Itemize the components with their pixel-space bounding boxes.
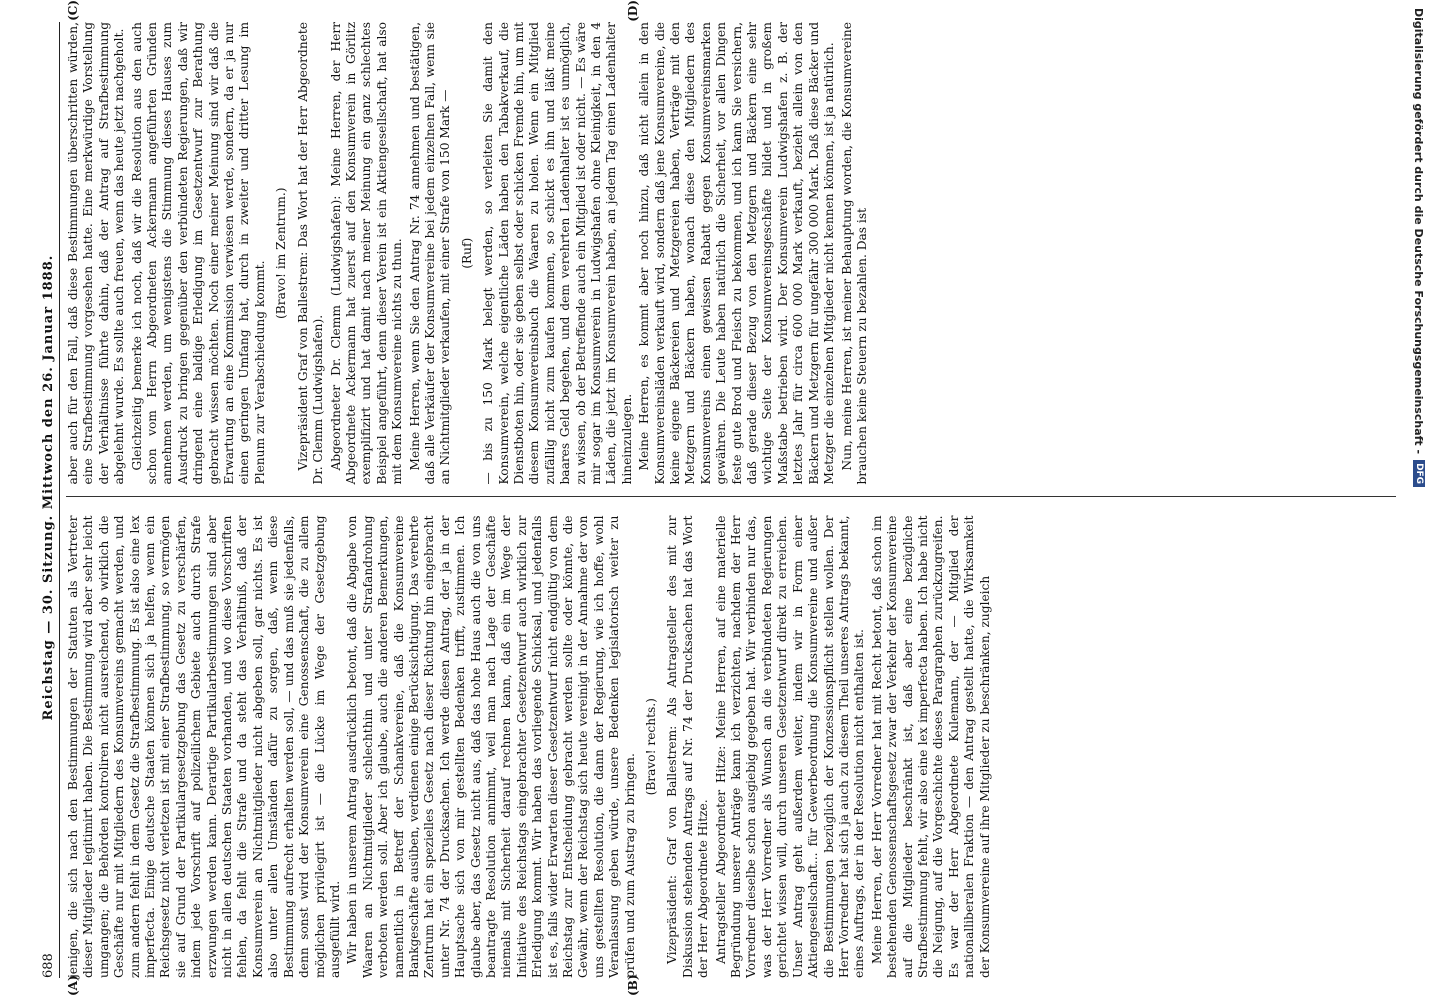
interjection-note: (Ruf) [459,237,474,269]
left-paragraph-4: Antragsteller Abgeordneter Hitze: Meine Herren, auf eine materielle Begründung unserer Anträge kann ich verzichten, nachdem der Herr Vorredner dieselbe schon ausgiebig gegeben hat. Wir verbinden nur das, was der Herr Vorredner als Wunsch an die verbündeten Regierungen gerichtet wissen will, durch unseren Gesetzentwurf direkt zu erreichen. Unser Antrag geht außerdem weiter, indem wir in Form einer Aktiengesellschaft... für Gewerbeordnung die Konsumvereine und außer die Bestimmungen bezüglich der Konzessionspflicht stellen wollen. Der Herr Vorredner hat sich ja auch zu diesem Theil unseres Antrags bekannt, eines Auftrags, der in der Resolution nicht enthalten ist. [713,515,867,978]
page-title: Reichstag — 30. Sitzung. Mittwoch den 26. Januar 1888. [41,254,56,721]
margin-marker-c: (C) [66,0,80,21]
right-paragraph-5: Meine Herren, wenn Sie den Antrag Nr. 74 annehmen und bestätigen, daß alle Verkäufer der Konsumvereine bei jedem einzelnen Fall, wenn sie an Nichtmitglieder verkaufen, mit einer Strafe von 150 Mark — [407,22,453,485]
page-number: 688 [41,953,56,978]
applause-note-2: (Bravo! im Zentrum.) [274,187,289,319]
text-columns [66,0,1396,996]
right-paragraph-3: Vizepräsident Graf von Ballestrem: Das Wort hat der Herr Abgeordnete Dr. Clemm (Ludwigshafen). [295,22,326,485]
right-paragraph-2: Gleichzeitig bemerke ich noch, daß wir die Resolution aus den auch schon vom Herrn Abgeordneten Ackermann angeführten Gründen annehmen werden, um wenigstens die Stimmung dieses Hauses zum Ausdruck zu bringen gegenüber den verbündeten Regierungen, daß wir dringend eine baldige Erledigung im Gesetzentwurf zur Berathung gebracht wissen möchten. Noch einer meiner Meinung sind wir daß die Erwartung an eine Kommission verwiesen werde, sondern, da er ja nur einen geringen Umfang hat, durch in zweiter und dritter Lesung im Plenum zur Verabschiedung kommt. [129,22,267,485]
left-column [66,515,1396,996]
dfg-logo: DFG [1413,460,1425,487]
margin-marker-a: (A) [66,975,80,996]
right-column [66,0,1396,498]
document-body [27,0,1427,1000]
margin-marker-d: (D) [626,0,640,22]
left-paragraph-2: Wir haben in unserem Antrag ausdrücklich betont, daß die Abgabe von Waaren an Nichtmitglieder schlechthin und unter Strafandrohung verboten werden soll. Aber ich glaube, auch die anderen Bemerkungen, namentlich in Betreff der Schankvereine, daß die Konsumvereine Bankgeschäfte ausüben, verdienen einige Berücksichtigung. Das verehrte Zentrum hat ein spezielles Gesetz nach dieser Richtung hin eingebracht unter Nr. 74 der Drucksachen. Ich werde diesen Antrag, der ja in der Hauptsache sich von mir gestellten Bedenken trifft, zustimmen. Ich glaube aber, das Gesetz nicht aus, daß das hohe Haus auch die von uns beantragte Resolution annimmt, weil man nach Lage der Geschäfte niemals mit Sicherheit darauf rechnen kann, daß ein im Wege der Initiative des Reichstags eingebrachter Gesetzentwurf auch wirklich zur Erledigung kommt. Wir haben das vorliegende Schicksal, und jedenfalls ist es, falls wider Erwarten dieser Gesetzentwurf nicht endgültig von dem Reichstag zur Entscheidung gebracht werden sollte oder könnte, die Gewähr, wenn der Reichstag sich heute vereinigt in der Annahme der von uns gestellten Resolution, die dann der Regierung, wie ich hoffe, wohl Veranlassung geben würde, unsere Bedenken legislatorisch weiter zu prüfen und zum Austrag zu bringen. [345,515,637,978]
page-header [41,22,60,978]
right-paragraph-4: Abgeordneter Dr. Clemm (Ludwigshafen): Meine Herren, der Herr Abgeordnete Ackermann hat zuerst auf den Konsumverein in Görlitz exemplifizirt und hat damit nach meiner Meinung ein ganz schlechtes Beispiel angeführt, denn dieser Verein ist ein Aktiengesellschaft, hat also mit dem Konsumvereine nichts zu thun. [328,22,405,485]
left-paragraph-3: Vizepräsident: Graf von Ballestrem: Als Antragsteller des mit zur Diskussion stehenden Antrags auf Nr. 74 der Drucksachen hat das Wort der Herr Abgeordnete Hitze. [665,515,711,978]
right-paragraph-7: Meine Herren, es kommt aber noch hinzu, daß nicht allein in den Konsumvereinsläden verkauft wird, sondern daß jene Konsumvereine, die keine eigene Bäckereien und Metzgereien haben, Verträge mit den Metzgern und Bäckern haben, wonach diese den Mitgliedern des Konsumvereins einen gewissen Rabatt gegen Konsumvereinsmarken gewähren. Die Leute haben natürlich die Sicherheit, vor allen Dingen feste gute Brod und Fleisch zu bekommen, und ich kann Sie versichern, daß gerade dieser Bezug von den Metzgern und Bäckern eine sehr wichtige Seite der Konsumvereinsgeschäfte bildet und in großem Maßstabe betrieben wird. Der Konsumverein Ludwigshafen z. B. der letztes Jahr für circa 600 000 Mark verkauft, bezieht allein von den Bäckern und Metzgern für ungefähr 300 000 Mark. Daß diese Bäcker und Metzger die einzelnen Mitglieder nicht kennen können, ist ja natürlich. [637,22,837,485]
right-paragraph-8: Nun, meine Herren, ist meiner Behauptung worden, die Konsumvereine brauchen keine Steuern zu bezahlen. Das ist [839,22,869,485]
right-paragraph-6: — bis zu 150 Mark belegt werden, so verleiten Sie damit den Konsumverein, welche eigentliche Läden haben den Tabakverkauf, die Dienstboten hin, oder sie geben selbst oder schicken Fremde hin, um mit diesem Konsumvereinsbuch die Waaren zu holen. Wenn ein Mitglied zufällig nicht zum kaufen kommen, so schickt es ihn und läßt meine baares Geld begehen, und dem verehrten Ladenhalter ist es unmöglich, zu wissen, ob der Betreffende auch ein Mitglied ist oder nicht. — Es wäre mir sogar im Konsumverein in Ludwigshafen ohne Kleinigkeit, in den 4 Läden, die jetzt im Konsumverein haben, an jedem Tag einen Ladenhalter hineinzulegen. [481,22,634,485]
left-paragraph-1: jenigen, die sich nach den Bestimmungen der Statuten als Vertreter dieser Mitglieder legitimirt haben. Die Bestimmung wird aber sehr leicht umgangen; die Behörden kontroliren nicht ausreichend, ob wirklich die Geschäfte nur mit Mitgliedern des Konsumvereins gemacht werden, und zum andern fehlt in dem Gesetz die Strafbestimmung. Es ist also eine lex imperfecta. Einige deutsche Staaten können sich ja helfen, wenn ein Reichsgesetz nicht verletzen ist mit einer Strafbestimmung, so vermögen sie auf Grund der Partikulargesetzgebung das Gesetz zu verschärfen, indem jede Vorschrift auf polizeilichem Gebiete auch durch Strafe erzwungen werden kann. Derartige Partikularbestimmungen sind aber nicht in allen deutschen Staaten vorhanden, und wo diese Vorschriften fehlen, da fehlt die Strafe und da steht das Verhältniß, daß der Konsumverein an Nichtmitglieder nicht abgeben soll, gar nichts. Es ist also unter allen Umständen dafür zu sorgen, daß, wenn diese Bestimmung aufrecht erhalten werden soll, — und das muß sie jedenfalls, denn sonst wird der Konsumverein eine Genossenschaft, die zu allem möglichen privilegirt ist — die Lücke im Wege der Gesetzgebung ausgefüllt wird. [66,515,342,978]
right-paragraph-1: aber auch für den Fall, daß diese Bestimmungen überschritten würden, eine Strafbestimmung vorgesehen hatte. Eine merkwürdige Vorstellung der Verhältnisse führte dahin, daß der Antrag auf Strafbestimmung abgelehnt wurde. Es sollte auch freuen, wenn das heute jetzt nachgeholt. [66,22,127,485]
credit-text: Digitalisierung gefördert durch die Deutsche Forschungsgemeinschaft - [1412,8,1426,455]
left-paragraph-5: Meine Herren, der Herr Vorredner hat mit Recht betont, daß schon im bestehenden Genossenschaftsgesetz zwar der Verkehr der Konsumvereine auf die Mitglieder beschränkt ist, daß aber eine bezügliche Strafbestimmung fehlt, wir also eine lex imperfecta haben. Ich habe nicht die Neigung, auf die Vorgeschichte dieses Paragraphen zurückzugreifen. Es war der Herr Abgeordnete Kulemann, der — Mitglied der nationalliberalen Fraktion — den Antrag gestellt hatte, die Wirksamkeit der Konsumvereine auf ihre Mitglieder zu beschränken, zugleich [869,515,992,978]
digitization-credit [1406,0,1432,1000]
margin-marker-b: (B) [626,974,640,996]
applause-note-1: (Bravo! rechts.) [644,698,659,796]
